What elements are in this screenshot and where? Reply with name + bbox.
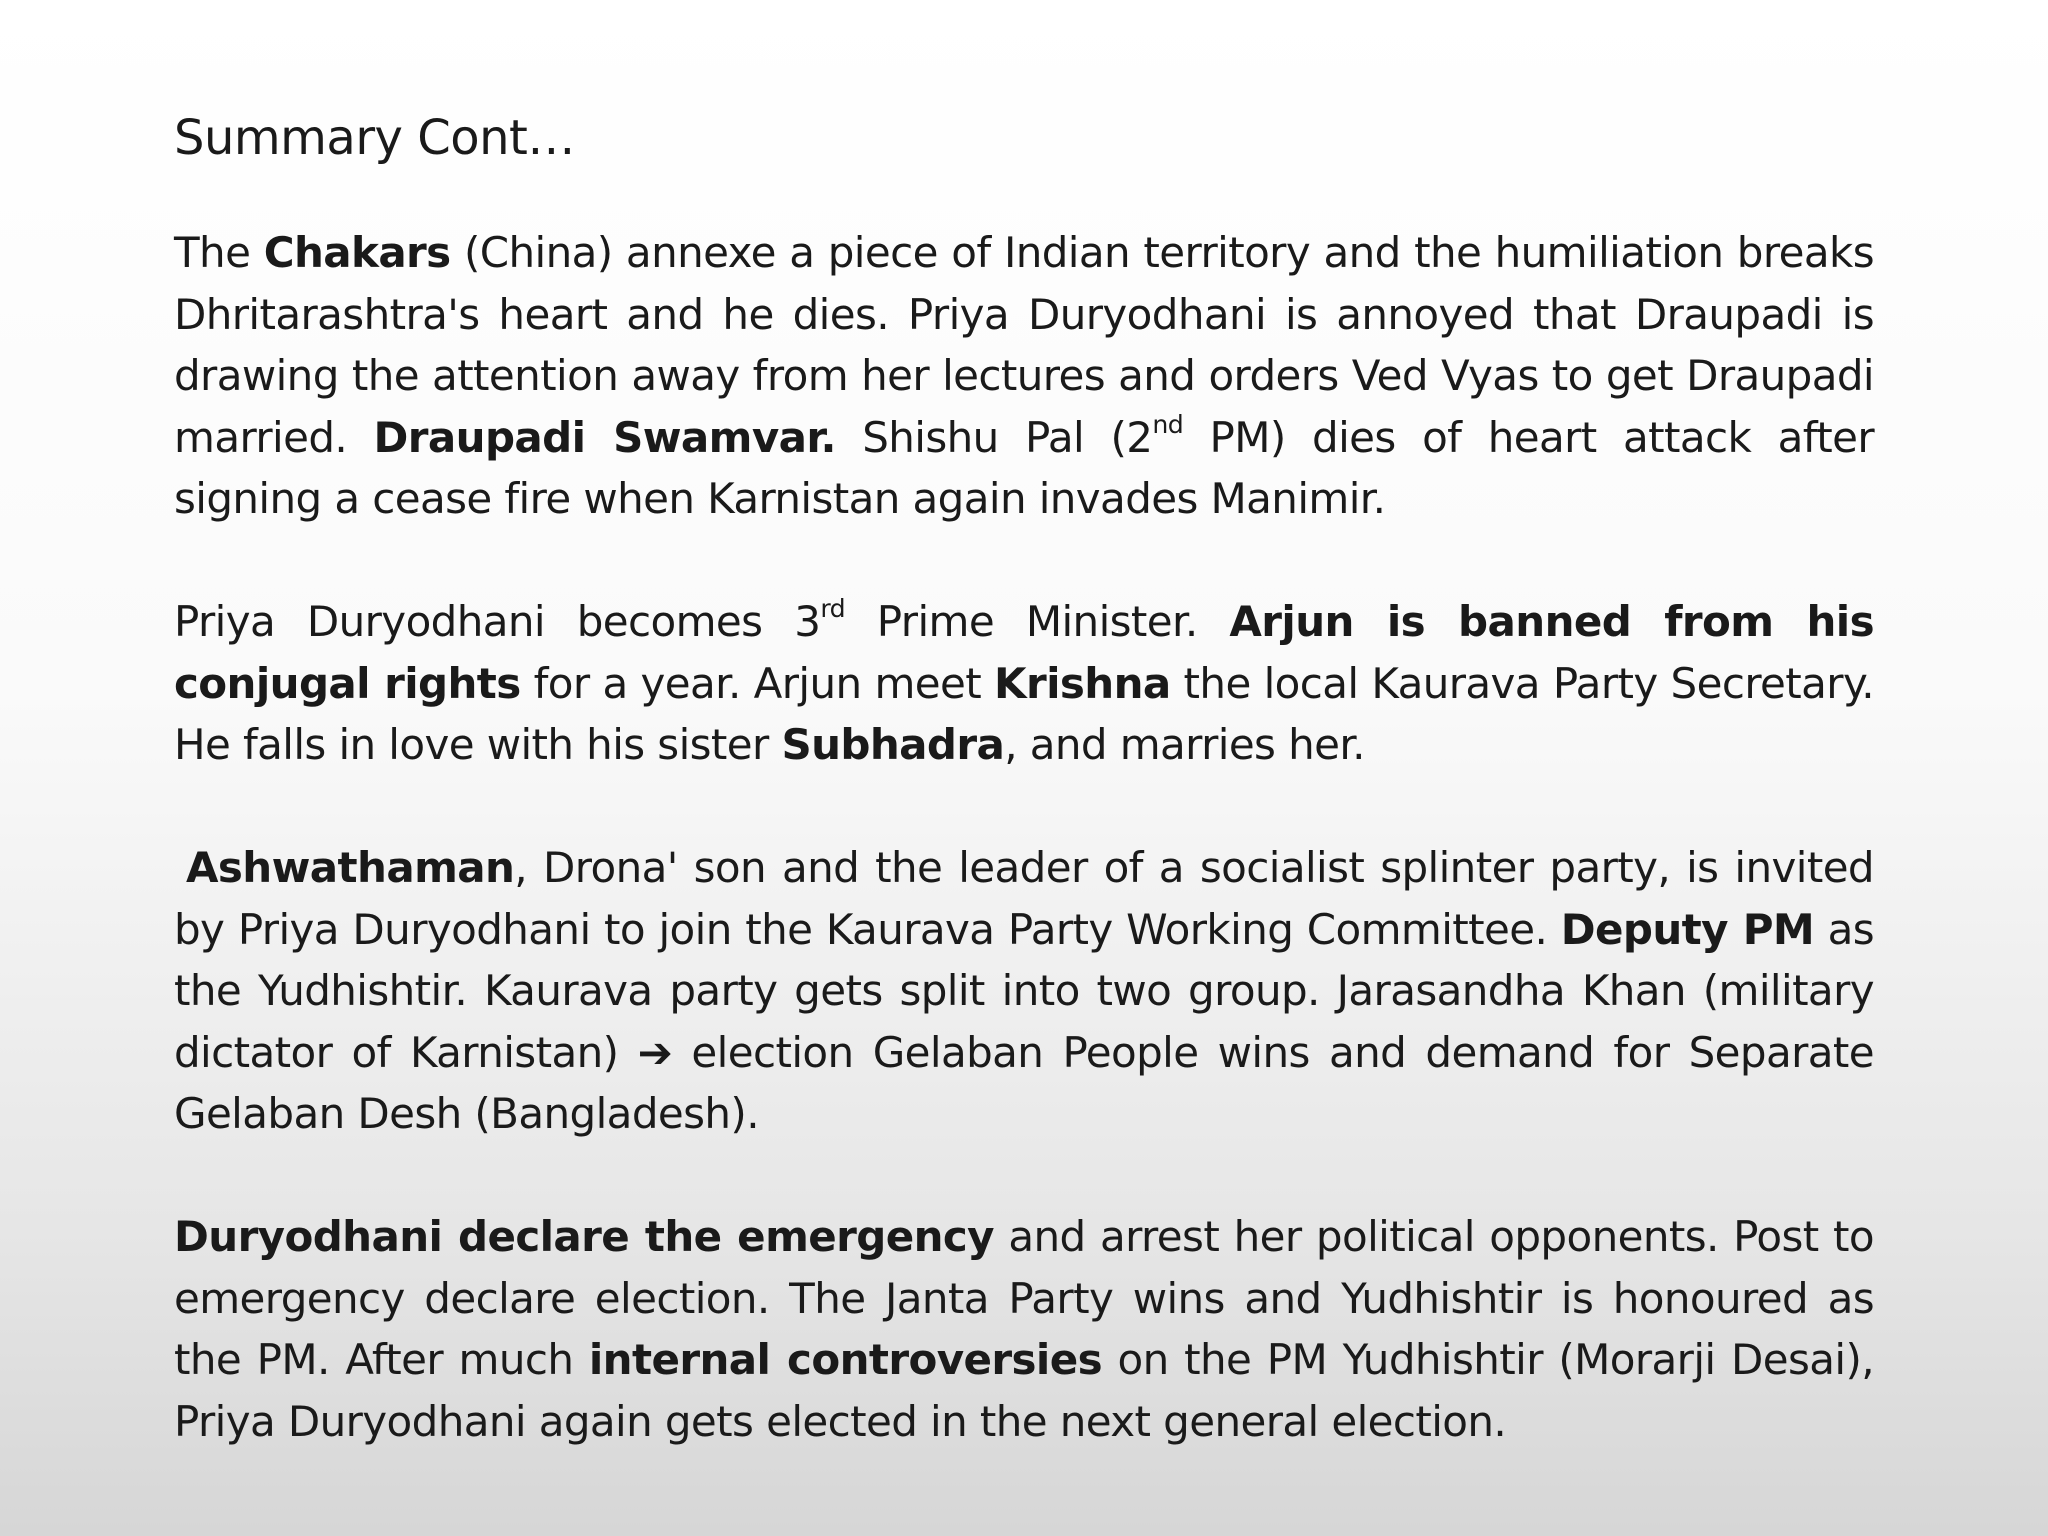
bold-term-chakars: Chakars [263,228,451,277]
text-segment: for a year. Arjun meet [520,658,995,708]
bold-term-subhadra: Subhadra [781,720,1005,769]
bold-term-internal-controversies: internal controversies [588,1335,1103,1384]
text-segment: , Drona' son and the leader of a socialist splinter party, is invited by Priya Duryodhani to join the Kaurava Party Working Committee. [174,843,1874,954]
bold-term-deputy-pm: Deputy PM [1560,904,1815,954]
text-segment: as the Yudhishtir. Kaurava party gets split into two group. Jarasandha Khan (military dictator of Karnistan) [174,904,1875,1077]
ordinal-suffix: rd [820,594,846,624]
text-segment: Prime Minister. [845,597,1230,646]
slide-body [174,222,1874,1452]
paragraph-3 [174,837,1874,1145]
text-segment: election Gelaban People wins and demand for Separate Gelaban Desh (Bangladesh). [174,1027,1874,1138]
text-segment: Shishu Pal (2 [835,412,1153,462]
bold-term-arjun-banned: Arjun is banned from his conjugal rights [174,597,1874,708]
paragraph-1 [174,222,1874,530]
text-segment: and arrest her political opponents. Post to emergency declare election. The Janta Party wins and Yudhishtir is honoured as the PM. After much [174,1212,1874,1384]
text-segment: the local Kaurava Party Secretary. He falls in love with his sister [174,658,1874,769]
bold-term-emergency: Duryodhani declare the emergency [174,1212,994,1261]
text-segment: on the PM Yudhishtir (Morarji Desai), Priya Duryodhani again gets elected in the next general election. [174,1335,1874,1446]
text-segment: Priya Duryodhani becomes 3 [174,597,821,646]
slide-title: Summary Cont… [174,110,575,166]
paragraph-2 [174,591,1874,776]
ordinal-suffix: nd [1152,409,1184,439]
bold-term-krishna: Krishna [994,658,1171,708]
text-segment: (China) annexe a piece of Indian territory and the humiliation breaks Dhritarashtra's heart and he dies. Priya Duryodhani is annoyed that Draupadi is drawing the attention away from her lectures and orders Ved Vyas to get Draupadi married. [174,228,1874,462]
bold-term-draupadi-swamvar: Draupadi Swamvar. [373,412,836,462]
paragraph-4 [174,1206,1874,1452]
arrow-right-icon: ➔ [637,1027,673,1077]
text-segment: PM) dies of heart attack after signing a cease fire when Karnistan again invades Manimir. [174,412,1874,523]
text-segment: , and marries her. [1004,720,1365,769]
bold-term-ashwathaman: Ashwathaman [186,843,515,892]
text-segment: The [174,228,264,277]
